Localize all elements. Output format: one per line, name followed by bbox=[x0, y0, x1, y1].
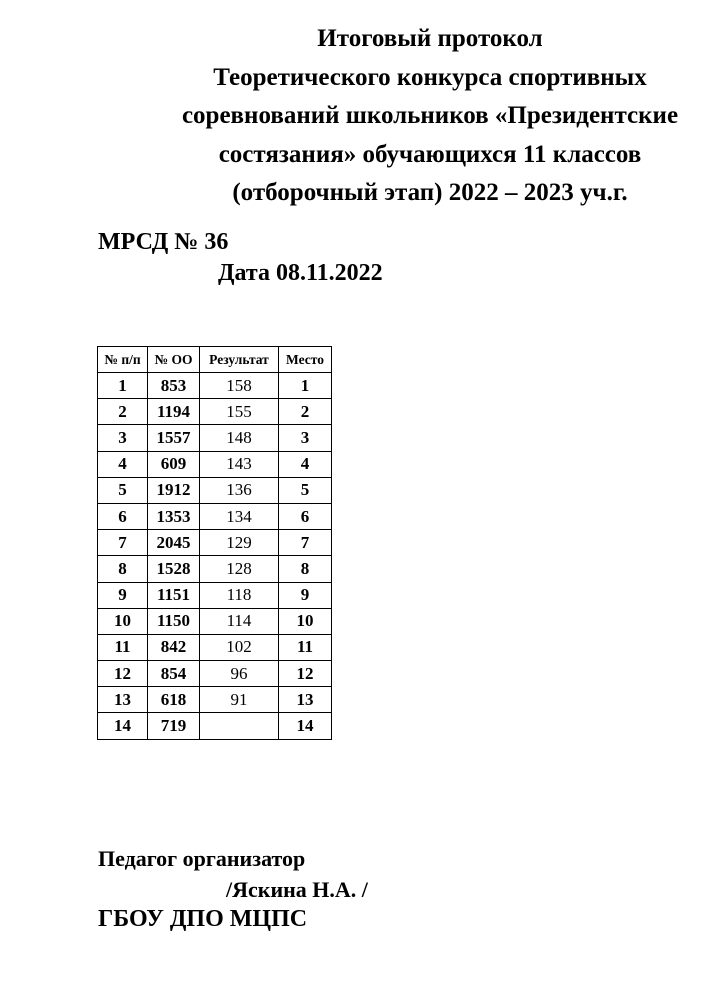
row-number-cell: 14 bbox=[98, 713, 148, 739]
results-body bbox=[98, 373, 332, 740]
row-number-cell: 13 bbox=[98, 687, 148, 713]
school-number-cell: 1557 bbox=[148, 425, 200, 451]
place-cell: 6 bbox=[279, 503, 332, 529]
table-row bbox=[98, 713, 332, 739]
result-cell: 128 bbox=[200, 556, 279, 582]
place-cell: 3 bbox=[279, 425, 332, 451]
place-cell: 2 bbox=[279, 399, 332, 425]
place-cell: 7 bbox=[279, 530, 332, 556]
title-line: Итоговый протокол bbox=[317, 25, 543, 52]
table-row bbox=[98, 451, 332, 477]
table-row bbox=[98, 634, 332, 660]
signer-role: Педагог организатор bbox=[98, 846, 306, 871]
result-cell: 143 bbox=[200, 451, 279, 477]
result-cell: 158 bbox=[200, 373, 279, 399]
school-number-cell: 1528 bbox=[148, 556, 200, 582]
table-header-row bbox=[98, 347, 332, 373]
place-cell: 8 bbox=[279, 556, 332, 582]
row-number-cell: 4 bbox=[98, 451, 148, 477]
table-row bbox=[98, 477, 332, 503]
table-row bbox=[98, 530, 332, 556]
place-cell: 9 bbox=[279, 582, 332, 608]
place-cell: 5 bbox=[279, 477, 332, 503]
row-number-cell: 7 bbox=[98, 530, 148, 556]
signer-name: /Яскина Н.А. / bbox=[226, 877, 368, 902]
school-number-cell: 854 bbox=[148, 661, 200, 687]
result-cell: 136 bbox=[200, 477, 279, 503]
results-table bbox=[97, 346, 332, 740]
school-number-cell: 1194 bbox=[148, 399, 200, 425]
school-number-cell: 853 bbox=[148, 373, 200, 399]
result-cell: 148 bbox=[200, 425, 279, 451]
date-label: Дата 08.11.2022 bbox=[218, 260, 383, 286]
result-cell: 134 bbox=[200, 503, 279, 529]
place-cell: 1 bbox=[279, 373, 332, 399]
place-cell: 10 bbox=[279, 608, 332, 634]
table-row bbox=[98, 582, 332, 608]
school-number-cell: 609 bbox=[148, 451, 200, 477]
school-number-cell: 1151 bbox=[148, 582, 200, 608]
title-line: Теоретического конкурса спортивных bbox=[213, 63, 647, 91]
place-cell: 11 bbox=[279, 634, 332, 660]
document-title bbox=[60, 20, 719, 213]
row-number-cell: 12 bbox=[98, 661, 148, 687]
table-row bbox=[98, 661, 332, 687]
table-row bbox=[98, 425, 332, 451]
institution-name: ГБОУ ДПО МЦПС bbox=[98, 906, 308, 932]
row-number-cell: 1 bbox=[98, 373, 148, 399]
place-cell: 14 bbox=[279, 713, 332, 739]
school-number-cell: 1150 bbox=[148, 608, 200, 634]
result-cell: 102 bbox=[200, 634, 279, 660]
school-number-cell: 618 bbox=[148, 687, 200, 713]
row-number-cell: 10 bbox=[98, 608, 148, 634]
org-label: МРСД № 36 bbox=[98, 229, 229, 255]
result-cell: 96 bbox=[200, 661, 279, 687]
column-header-result: Результат bbox=[200, 347, 279, 373]
row-number-cell: 5 bbox=[98, 477, 148, 503]
table-row bbox=[98, 608, 332, 634]
column-header-school: № ОО bbox=[148, 347, 200, 373]
school-number-cell: 1353 bbox=[148, 503, 200, 529]
result-cell: 118 bbox=[200, 582, 279, 608]
result-cell: 155 bbox=[200, 399, 279, 425]
title-line: состязания» обучающихся 11 классов bbox=[218, 140, 642, 168]
row-number-cell: 6 bbox=[98, 503, 148, 529]
row-number-cell: 8 bbox=[98, 556, 148, 582]
title-line: соревнований школьников «Президентские bbox=[181, 102, 679, 129]
row-number-cell: 11 bbox=[98, 634, 148, 660]
result-cell: 91 bbox=[200, 687, 279, 713]
result-cell: 114 bbox=[200, 608, 279, 634]
place-cell: 12 bbox=[279, 661, 332, 687]
row-number-cell: 2 bbox=[98, 399, 148, 425]
column-header-num: № п/п bbox=[98, 347, 148, 373]
table-row bbox=[98, 687, 332, 713]
result-cell bbox=[200, 713, 279, 739]
table-row bbox=[98, 399, 332, 425]
school-number-cell: 719 bbox=[148, 713, 200, 739]
row-number-cell: 9 bbox=[98, 582, 148, 608]
school-number-cell: 842 bbox=[148, 634, 200, 660]
place-cell: 13 bbox=[279, 687, 332, 713]
result-cell: 129 bbox=[200, 530, 279, 556]
school-number-cell: 2045 bbox=[148, 530, 200, 556]
school-number-cell: 1912 bbox=[148, 477, 200, 503]
table-row bbox=[98, 373, 332, 399]
place-cell: 4 bbox=[279, 451, 332, 477]
title-line: (отборочный этап) 2022 – 2023 уч.г. bbox=[232, 179, 628, 206]
row-number-cell: 3 bbox=[98, 425, 148, 451]
table-row bbox=[98, 503, 332, 529]
column-header-place: Место bbox=[279, 347, 332, 373]
table-row bbox=[98, 556, 332, 582]
